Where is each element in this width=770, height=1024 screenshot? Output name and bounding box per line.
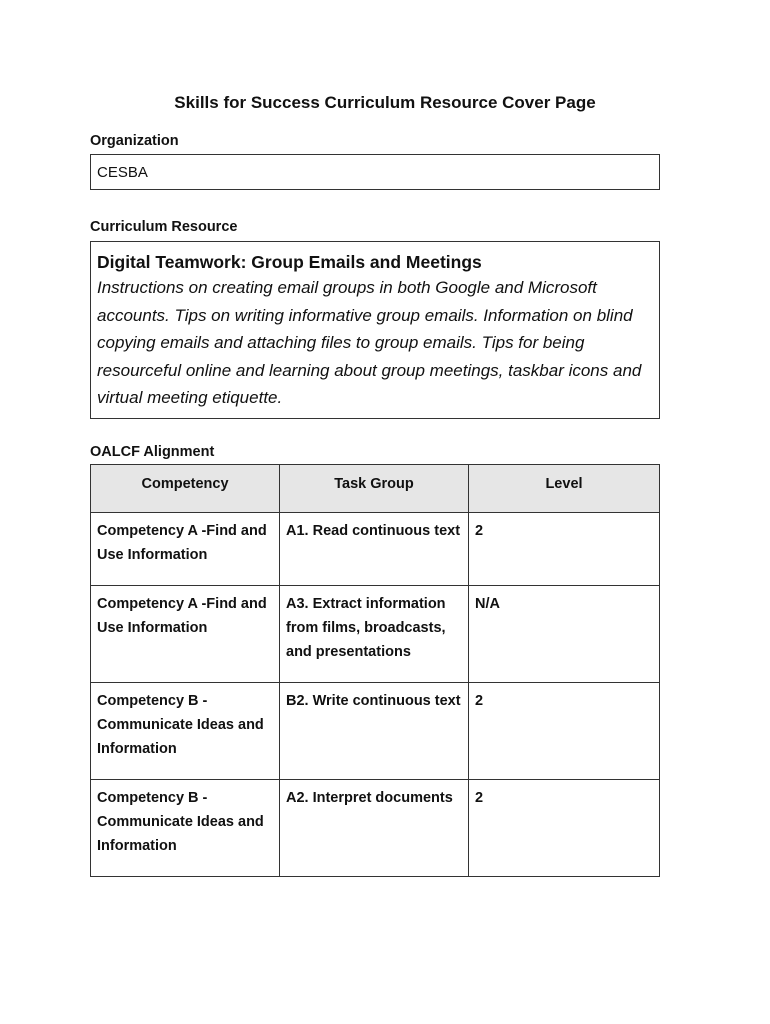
organization-label: Organization	[90, 133, 179, 149]
cell-task-group: A2. Interpret documents	[280, 780, 469, 877]
cell-competency: Competency A -Find and Use Information	[91, 513, 280, 586]
table-header-row	[91, 465, 660, 513]
organization-value: CESBA	[97, 164, 148, 181]
table-row	[91, 586, 660, 683]
cell-competency: Competency B - Communicate Ideas and Information	[91, 780, 280, 877]
cell-competency: Competency A -Find and Use Information	[91, 586, 280, 683]
cell-task-group: A1. Read continuous text	[280, 513, 469, 586]
table-row	[91, 683, 660, 780]
resource-title: Digital Teamwork: Group Emails and Meetings	[97, 252, 482, 272]
table-row	[91, 780, 660, 877]
organization-field	[90, 154, 660, 190]
header-task-group: Task Group	[280, 465, 469, 513]
cell-task-group: B2. Write continuous text	[280, 683, 469, 780]
resource-description: Instructions on creating email groups in both Google and Microsoft accounts. Tips on writing informative group emails. Information on blind copying emails and attaching files to group emails. Tips for being resourceful online and learning about group meetings, taskbar icons and virtual meeting etiquette.	[97, 278, 642, 407]
cell-competency: Competency B - Communicate Ideas and Information	[91, 683, 280, 780]
table-row	[91, 513, 660, 586]
curriculum-resource-label: Curriculum Resource	[90, 219, 238, 235]
cell-level: 2	[469, 780, 660, 877]
curriculum-resource-box	[90, 241, 660, 419]
cell-level: N/A	[469, 586, 660, 683]
alignment-table	[90, 464, 660, 877]
page-title: Skills for Success Curriculum Resource Cover Page	[174, 93, 596, 112]
header-competency: Competency	[91, 465, 280, 513]
cell-task-group: A3. Extract information from films, broadcasts, and presentations	[280, 586, 469, 683]
header-level: Level	[469, 465, 660, 513]
alignment-label: OALCF Alignment	[90, 444, 215, 460]
cell-level: 2	[469, 513, 660, 586]
cell-level: 2	[469, 683, 660, 780]
